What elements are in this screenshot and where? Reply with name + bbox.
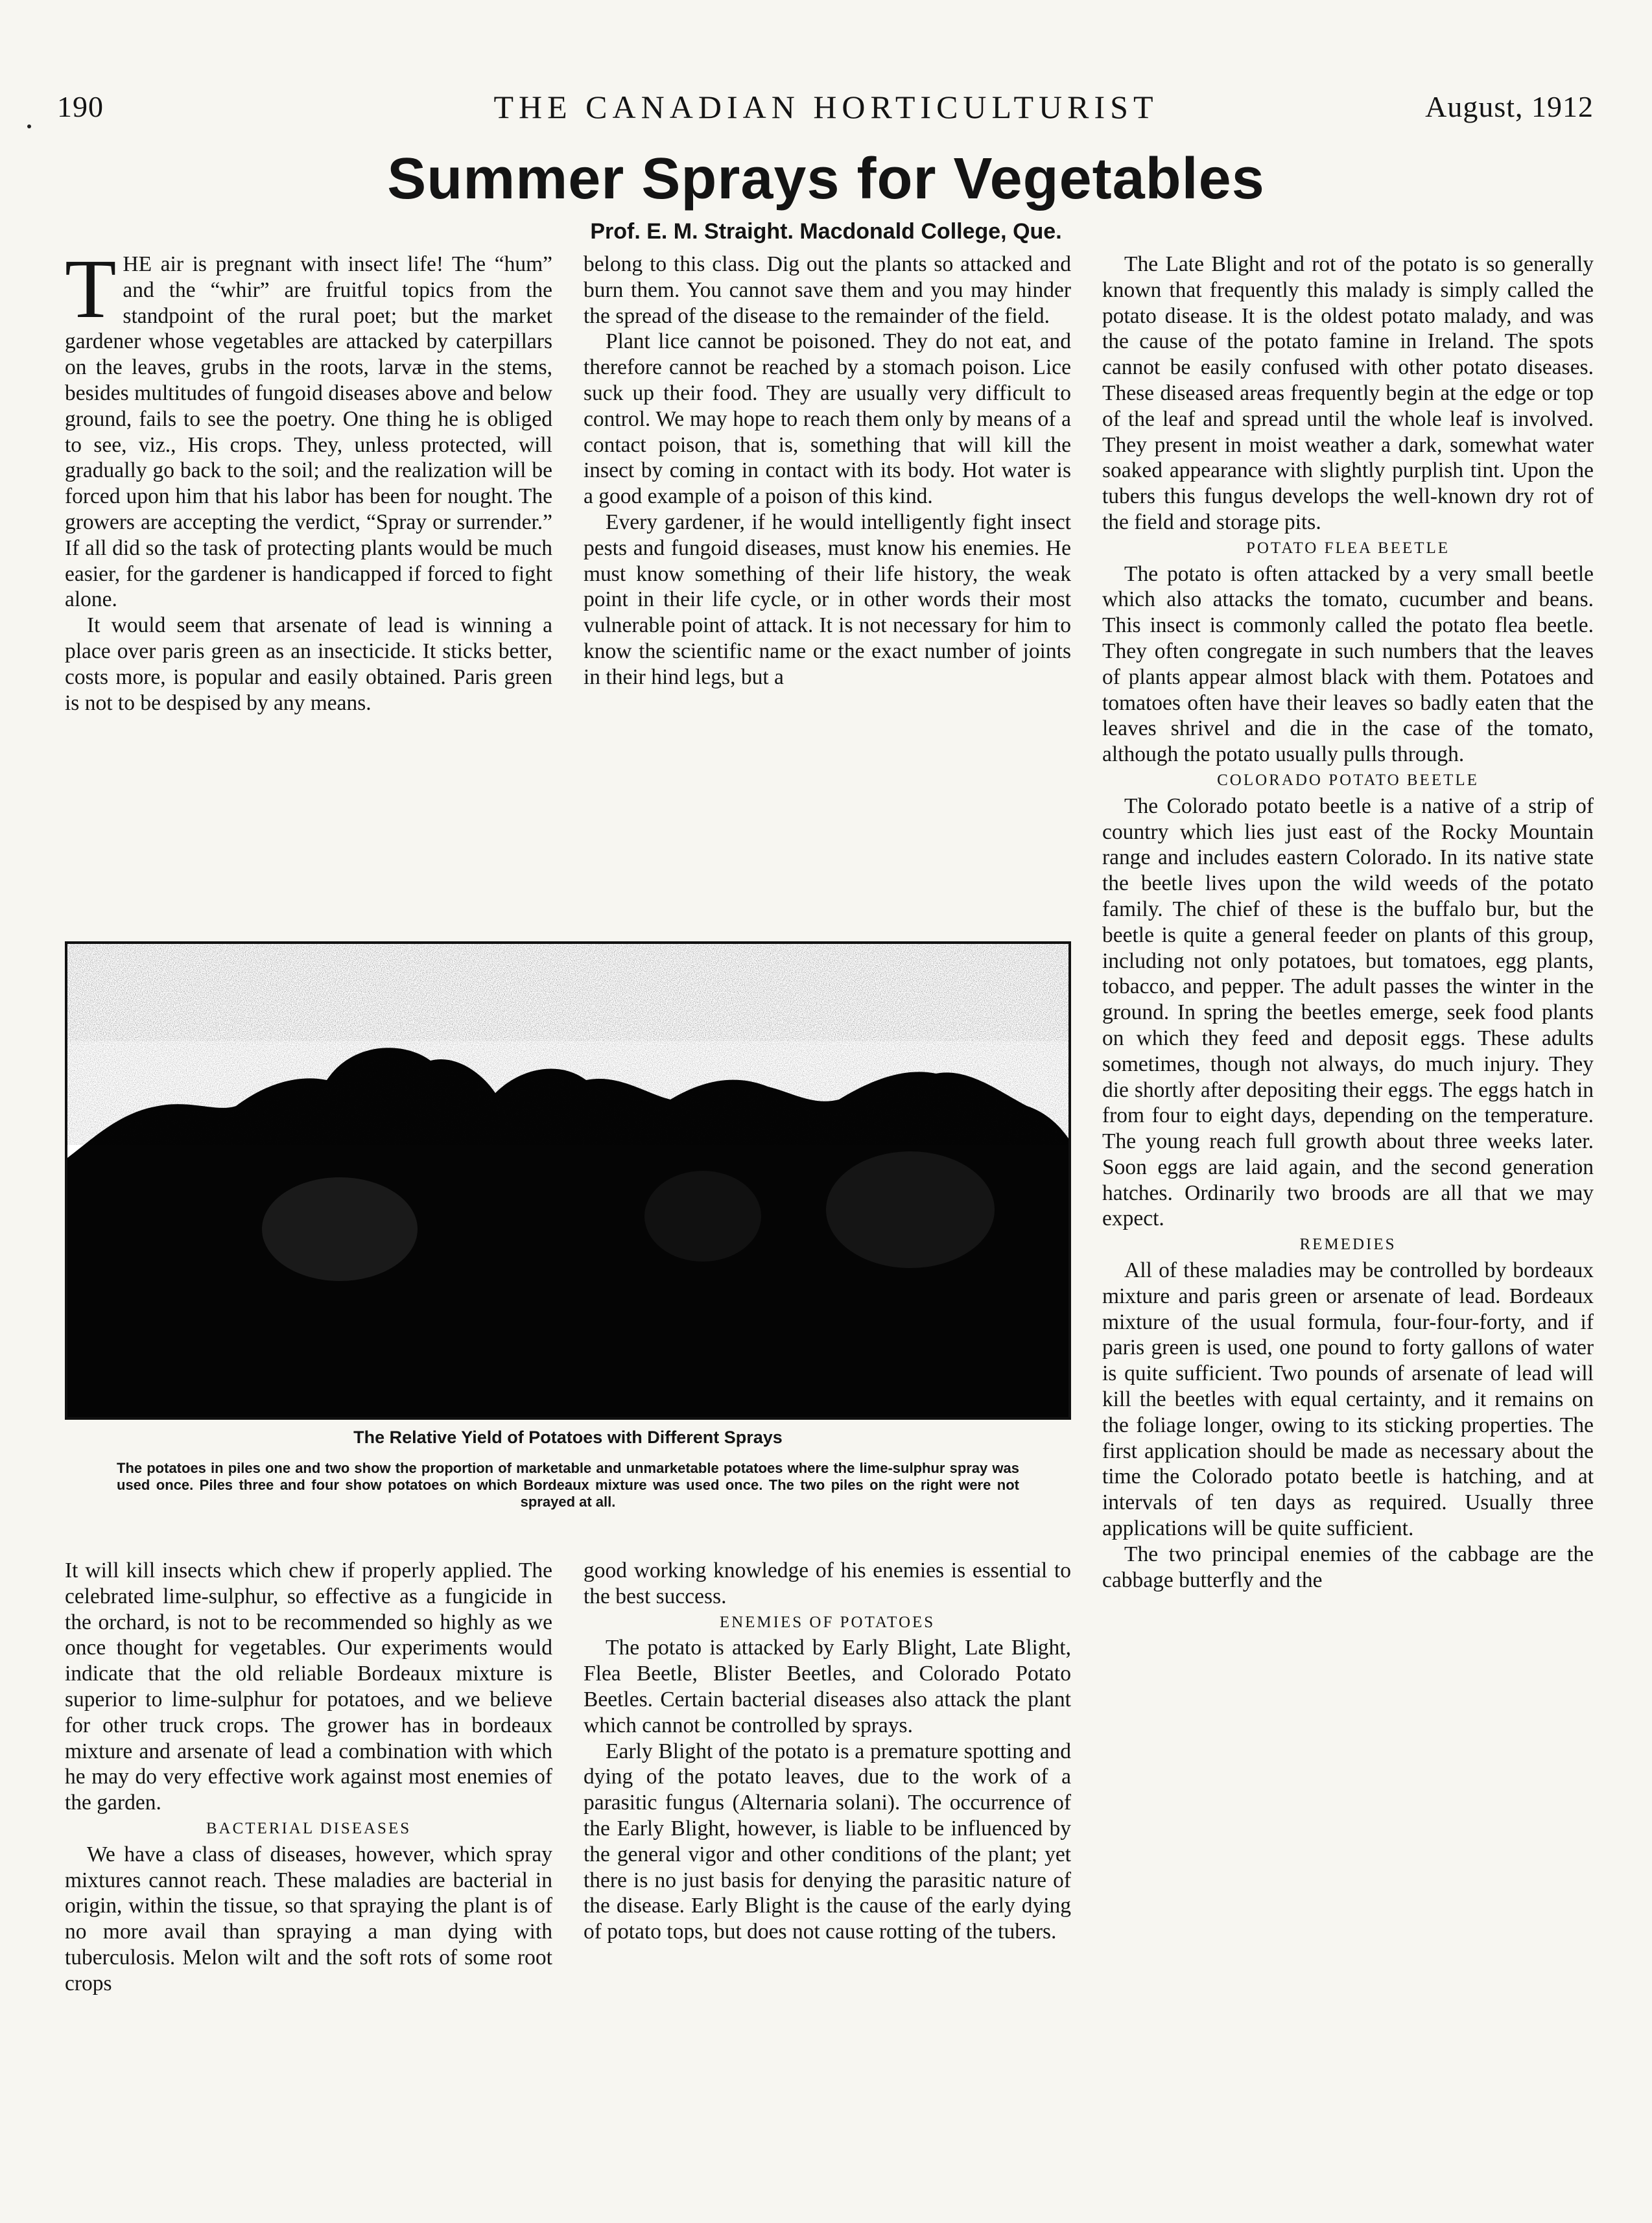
column-1-bottom (65, 1558, 552, 1997)
paragraph: good working knowledge of his enemies is essential to the best success. (584, 1558, 1071, 1608)
section-heading: BACTERIAL DISEASES (206, 1819, 412, 1837)
paragraph: It will kill insects which chew if properly applied. The celebrated lime-sulphur, so effective as a fungicide in the orchard, is not to be recommended so highly as we once thought for vegetables. Our experiments would indicate that the old reliable Bordeaux mixture is superior to lime-sulphur for potatoes, and we believe for other truck crops. The grower has in bordeaux mixture and arsenate of lead a combination with which he may do very effective work against most enemies of the garden. (65, 1558, 552, 1815)
paragraph: The two principal enemies of the cabbage are the cabbage butterfly and the (1102, 1542, 1594, 1592)
column-1-top (65, 242, 552, 716)
article-title: Summer Sprays for Vegetables (387, 147, 1265, 211)
paragraph (65, 242, 552, 613)
paragraph: Plant lice cannot be poisoned. They do not eat, and therefore cannot be reached by a stomach poison. Lice suck up their food. They are usually very difficult to control. We may hope to reach them only by means of a contact poison, that is, something that will kill the insect by coming in contact with its body. Hot water is a good example of a poison of this kind. (584, 329, 1071, 509)
section-heading: COLORADO POTATO BEETLE (1217, 771, 1479, 789)
paragraph: All of these maladies may be controlled by bordeaux mixture and paris green or arsenate of lead. Bordeaux mixture of the usual formula, four-four-forty, and if paris green is used, one pound to forty gallons of water is quite sufficient. Two pounds of arsenate of lead will kill the beetles with equal certainty, and it remains on the foliage longer, owing to its sticking properties. The first application should be made as necessary about the time the Colorado potato beetle is hatching, and at intervals of ten days as required. Usually three applications will be quite sufficient. (1102, 1258, 1594, 1541)
section-heading: ENEMIES OF POTATOES (719, 1613, 936, 1631)
figure-caption-text: The potatoes in piles one and two show the proportion of marketable and unmarketable potatoes where the lime-sulphur spray was used once. Piles three and four show potatoes on which Bordeaux mixture was used once. The two piles on the right were not sprayed at all. (117, 1460, 1019, 1510)
column-2-top (584, 252, 1071, 690)
journal-title: THE CANADIAN HORTICULTURIST (493, 89, 1159, 125)
section-heading: REMEDIES (1299, 1236, 1397, 1254)
paragraph: The Colorado potato beetle is a native of a strip of country which lies just east of the Rocky Mountain range and includes eastern Colorado. In its native state the beetle lives upon the wild weeds of the potato family. The chief of these is the buffalo bur, but the beetle is quite a general feeder on plants of this group, including not only potatoes, but tomatoes, egg plants, tobacco, and pepper. The adult passes the winter in the ground. In spring the beetles emerge, seek food plants on which they feed and deposit eggs. These adults sometimes, though not always, do much injury. They die shortly after depositing their eggs. The eggs hatch in from four to eight days, depending on the temperature. The young reach full growth about three weeks later. Soon eggs are laid again, and the second generation hatches. Ordinarily two broods are all that we may expect. (1102, 794, 1594, 1231)
paragraph: We have a class of diseases, however, which spray mixtures cannot reach. These maladies are bacterial in origin, within the tissue, so that spraying the plant is of no more avail than spraying a man dying with tuberculosis. Melon wilt and the soft rots of some root crops (65, 1842, 552, 1995)
potato-piles-image (67, 944, 1068, 1417)
column-2-bottom (584, 1558, 1071, 1945)
paragraph: belong to this class. Dig out the plants so attacked and burn them. You cannot save them and you may hinder the spread of the disease to the remainder of the field. (584, 252, 1071, 328)
paragraph: Early Blight of the potato is a premature spotting and dying of the potato leaves, due to the work of a parasitic fungus (Alternaria solani). The occurrence of the Early Blight, however, is liable to be influenced by the general vigor and other conditions of the plant; yet there is no just basis for denying the parasitic nature of the disease. Early Blight is the cause of the early dying of potato tops, but does not cause rotting of the tubers. (584, 1739, 1071, 1944)
paragraph: It would seem that arsenate of lead is winning a place over paris green as an insecticide. It sticks better, costs more, is popular and easily obtained. Paris green is not to be despised by any means. (65, 613, 552, 715)
column-3 (1102, 252, 1594, 1593)
paragraph: The potato is often attacked by a very small beetle which also attacks the tomato, cucumber and beans. This insect is commonly called the potato flea beetle. They often congregate in such numbers that the leaves of plants appear almost black with them. Potatoes and tomatoes often have their leaves so badly eaten that the leaves shrivel and die in the case of the tomato, although the potato usually pulls through. (1102, 561, 1594, 767)
figure-caption-title: The Relative Yield of Potatoes with Different Sprays (353, 1428, 783, 1447)
drop-cap: T (65, 242, 117, 336)
article-byline: Prof. E. M. Straight. Macdonald College, Que. (590, 219, 1062, 244)
section-heading: POTATO FLEA BEETLE (1245, 539, 1450, 557)
page-number: 190 (57, 90, 104, 123)
issue-date: August, 1912 (1425, 90, 1594, 123)
paragraph: The potato is attacked by Early Blight, Late Blight, Flea Beetle, Blister Beetles, and Colorado Potato Beetles. Certain bacterial diseases also attack the plant which cannot be controlled by sprays. (584, 1636, 1071, 1737)
paragraph: Every gardener, if he would intelligently fight insect pests and fungoid diseases, must know his enemies. He must know something of their life history, the weak point in their life cycle, or in other words their most vulnerable point of attack. It is not necessary for him to know the scientific name or the exact number of joints in their hind legs, but a (584, 510, 1071, 689)
paragraph-text: HE air is pregnant with insect life! The “hum” and the “whir” are fruitful topics from the standpoint of the rural poet; but the market gardener whose vegetables are attacked by caterpillars on the leaves, grubs in the roots, larvæ in the stems, besides multitudes of fungoid diseases above and below ground, fails to see the poetry. One thing he is obliged to see, viz., His crops. They, unless protected, will gradually go back to the soil; and the realization will be forced upon him that his labor has been for nought. The growers are accepting the verdict, “Spray or surrender.” If all did so the task of protecting plants would be much easier, for the gardener is handicapped if forced to fight alone. (65, 252, 552, 612)
potato-yield-photograph (65, 941, 1071, 1420)
paragraph: The Late Blight and rot of the potato is so generally known that frequently this malady is simply called the potato disease. It is the oldest potato malady, and was the cause of the potato famine in Ireland. The spots cannot be easily confused with other potato diseases. These diseased areas frequently begin at the edge or top of the leaf and spread until the whole leaf is involved. They present in moist weather a dark, somewhat water soaked appearance with slightly purplish tint. Upon the tubers this fungus develops the well-known dry rot of the field and storage pits. (1102, 252, 1594, 534)
